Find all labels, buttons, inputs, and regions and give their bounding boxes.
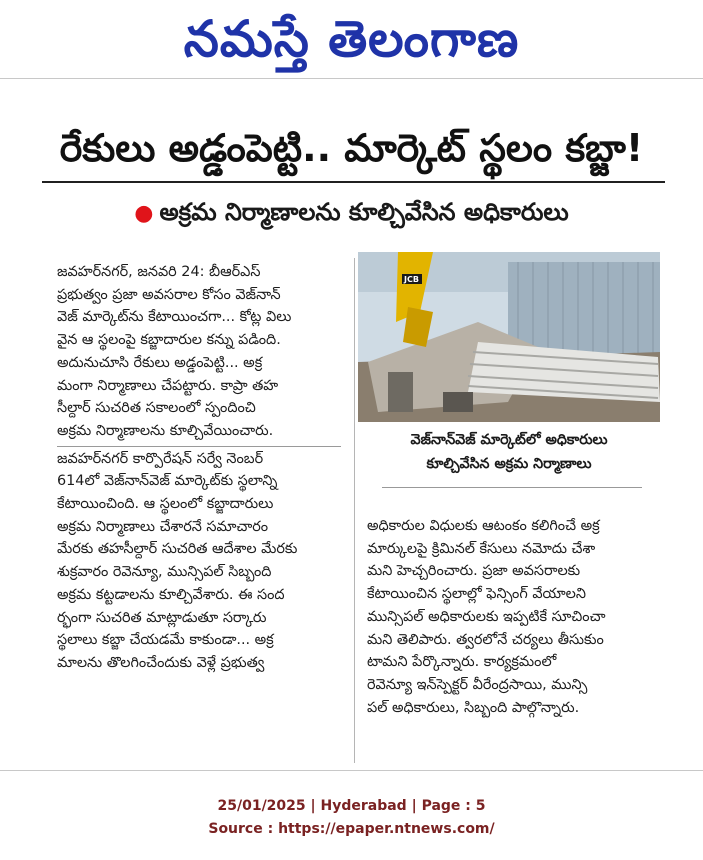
text-line: మని తెలిపారు. త్వరలోనే చర్యలు తీసుకుం	[367, 631, 604, 648]
masthead-title: నమస్తే తెలంగాణ	[183, 10, 520, 68]
text-line: స్థలాలు కబ్జా చేయడమే కాకుండా... అక్ర	[57, 632, 274, 649]
text-line: మాలను తొలగించేందుకు వెళ్లే ప్రభుత్వ	[57, 654, 265, 671]
text-line: రెవెన్యూ ఇన్‌స్పెక్టర్ వీరేంద్రసాయి, మున్సి	[367, 676, 588, 693]
text-line: కేటాయించింది. ఆ స్థలంలో కబ్జాదారులు	[57, 496, 274, 513]
paragraph-1	[57, 261, 341, 443]
text-line: టామని పేర్కొన్నారు. కార్యక్రమంలో	[367, 654, 557, 671]
article-headline: రేకులు అడ్డంపెట్టి.. మార్కెట్ స్థలం కబ్జా!	[59, 126, 644, 170]
text-line: అక్రమ నిర్మాణాలను కూల్చివేయించారు.	[57, 422, 274, 439]
left-column	[57, 261, 341, 675]
article-subheadline: అక్రమ నిర్మాణాలను కూల్చివేసిన అధికారులు	[159, 198, 569, 226]
text-line: మార్కులపై క్రిమినల్ కేసులు నమోదు చేశా	[367, 540, 596, 557]
text-line: సీల్దార్ సుచరిత సకాలంలో స్పందించి	[57, 400, 256, 417]
photo-caption	[358, 428, 660, 476]
caption-underline	[382, 487, 642, 488]
footer-divider	[0, 770, 703, 771]
paragraph-divider	[57, 446, 341, 447]
text-line: ర్భంగా సుచరిత మాట్లాడుతూ సర్కారు	[57, 609, 267, 626]
text-line: వైన ఆ స్థలంపై కబ్జాదారుల కన్ను పడింది.	[57, 332, 281, 349]
column-divider	[354, 258, 355, 763]
article-subheadline-row	[0, 194, 703, 232]
text-line: మేరకు తహసీల్దార్ సుచరిత ఆదేశాల మేరకు	[57, 541, 298, 558]
text-line: అక్రమ నిర్మాణాలు చేశారనే సమాచారం	[57, 518, 269, 535]
right-column	[367, 515, 661, 719]
footer	[0, 795, 703, 841]
masthead-divider	[0, 78, 703, 79]
footer-date-location: 25/01/2025 | Hyderabad | Page : 5	[217, 798, 486, 814]
text-line: మని హెచ్చరించారు. ప్రజా అవసరాలకు	[367, 563, 581, 580]
news-photo	[358, 252, 660, 422]
text-line: 614లో వెజ్‌నాన్‌వెజ్ మార్కెట్‌కు స్థలాన్ని	[57, 473, 278, 490]
text-line: కేటాయించిన స్థలాల్లో ఫెన్సింగ్ వేయాలని	[367, 586, 586, 603]
text-line: ప్రభుత్వం ప్రజా అవసరాల కోసం వెజ్‌నాన్	[57, 286, 281, 303]
text-line: అధికారుల విధులకు ఆటంకం కలిగించే అక్ర	[367, 518, 600, 534]
text-line: జవహర్‌నగర్, జనవరి 24: బీఆర్‌ఎస్	[57, 264, 261, 280]
masthead	[0, 0, 703, 80]
text-line: మున్సిపల్ అధికారులకు ఇప్పటికే సూచించా	[367, 608, 606, 625]
demolition-photo-image	[358, 252, 660, 422]
text-line: వెజ్ మార్కెట్‌ను కేటాయించగా... కోట్ల విలు	[57, 309, 292, 326]
caption-line-2: కూల్చివేసిన అక్రమ నిర్మాణాలు	[426, 456, 592, 472]
caption-line-1: వెజ్‌నాన్‌వెజ్ మార్కెట్‌లో అధికారులు	[410, 432, 608, 448]
text-line: జవహర్‌నగర్ కార్పొరేషన్ సర్వే నెంబర్	[57, 450, 264, 467]
text-line: మంగా నిర్మాణాలు చేపట్టారు. కాప్రా తహ	[57, 377, 279, 394]
paragraph-2	[57, 448, 341, 675]
headline-underline	[42, 181, 665, 183]
red-bullet-icon: ●	[134, 201, 154, 226]
text-line: పల్ అధికారులు, సిబ్బంది పాల్గొన్నారు.	[367, 699, 580, 716]
text-line: అక్రమ కట్టడాలను కూల్చివేశారు. ఈ సంద	[57, 586, 285, 603]
footer-source: Source : https://epaper.ntnews.com/	[208, 821, 495, 837]
text-line: శుక్రవారం రెవెన్యూ, మున్సిపల్ సిబ్బంది	[57, 564, 272, 581]
photo-machine-label: JCB	[404, 275, 419, 284]
text-line: అదునుచూసి రేకులు అడ్డంపెట్టి... అక్ర	[57, 354, 263, 371]
